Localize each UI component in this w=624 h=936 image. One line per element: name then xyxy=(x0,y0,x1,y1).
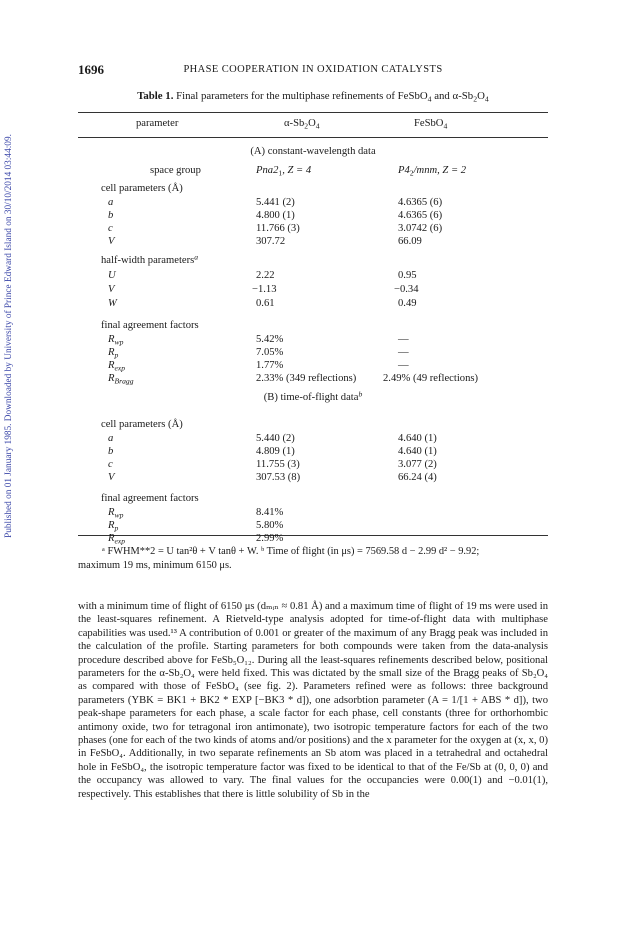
table-row xyxy=(78,458,548,472)
sg-fe-rest: /mnm, Z = 2 xyxy=(413,165,467,176)
fe-value: 2.49% (49 reflections) xyxy=(383,373,479,384)
footnote-mark: a xyxy=(194,252,199,262)
row-symbol: U xyxy=(108,270,116,281)
col2-o: O xyxy=(308,118,316,129)
footnote-line-1: ᵃ FWHM**2 = U tan²θ + V tanθ + W. ᵇ Time of flight (in μs) = 7569.58 d − 2.99 d² − 9.92; xyxy=(102,546,480,557)
sg-alpha-sub: 1 xyxy=(278,168,283,178)
table-row xyxy=(78,532,548,546)
sg-alpha-z: , Z = 4 xyxy=(282,165,312,176)
row-symbol: c xyxy=(108,459,113,470)
body-text xyxy=(78,600,548,801)
alpha-value: 5.80% xyxy=(256,520,284,531)
row-symbol: W xyxy=(108,298,117,309)
col3-sub: 4 xyxy=(443,121,448,131)
caption-text: Final parameters for the multiphase refinements of FeSbO xyxy=(176,90,428,102)
row-symbol: a xyxy=(108,433,114,444)
caption-o: O xyxy=(477,90,485,102)
running-title: PHASE COOPERATION IN OXIDATION CATALYSTS xyxy=(183,64,443,75)
space-group-fe xyxy=(398,164,466,178)
footnote-mark: b xyxy=(358,389,363,399)
row-symbol: a xyxy=(108,197,114,208)
sg-fe-text: P4 xyxy=(398,165,410,176)
r-symbol: R xyxy=(108,373,115,384)
page-number: 1696 xyxy=(78,62,104,77)
fe-value: — xyxy=(398,347,409,358)
table-top-rule xyxy=(78,112,548,113)
cell-a-label: cell parameters (Å) xyxy=(101,183,183,194)
alpha-value: 11.755 (3) xyxy=(256,459,300,470)
row-symbol: V xyxy=(108,236,115,247)
row-symbol: V xyxy=(108,472,115,483)
alpha-value: 2.99% xyxy=(256,533,284,544)
table-label: Table 1. xyxy=(137,90,174,102)
agreement-b-label: final agreement factors xyxy=(101,493,199,504)
alpha-value: 0.61 xyxy=(256,298,275,309)
r-symbol: R xyxy=(108,347,115,358)
r-sub: exp xyxy=(114,536,126,546)
fe-value: 66.24 (4) xyxy=(398,472,437,483)
row-symbol xyxy=(108,519,118,533)
fe-value: 4.6365 (6) xyxy=(398,210,443,221)
section-a-heading xyxy=(78,145,548,159)
caption-and: and α-Sb xyxy=(431,90,474,102)
table-row xyxy=(78,519,548,533)
caption-sub: 4 xyxy=(484,94,489,104)
alpha-value: 4.800 (1) xyxy=(256,210,295,221)
table-row xyxy=(78,269,548,283)
table-header-row xyxy=(78,117,548,131)
table-row xyxy=(78,333,548,347)
table-row xyxy=(78,432,548,446)
fe-value: 4.6365 (6) xyxy=(398,197,443,208)
alpha-value: 7.05% xyxy=(256,347,284,358)
alpha-value: 1.77% xyxy=(256,360,284,371)
alpha-value: 11.766 (3) xyxy=(256,223,300,234)
table-caption xyxy=(78,90,548,102)
halfwidth-label xyxy=(101,254,198,268)
body-paragraph: with a minimum time of flight of 6150 μs (dₘᵢₙ ≈ 0.81 Å) and a maximum time of flight of 19 ms were used in the least-squares refinement. A Rietveld-type analysis adopted for time-of-flight data with multiphase capabilities was used.¹³ A contribution of 0.001 or greater of the maximum of any Bragg peak was included in the calculation of the profile. Starting parameters for both compounds were taken from the data-analysis procedure described above for FeSb₅O₁₂. During all the least-squares refinements described below, positional parameters for the α-Sb₂O₄ were held fixed. This was dictated by the small size of the Bragg peaks of Sb₂O₄ as compared with those of FeSbO₄ (see fig. 2). Parameters refined were as follows: three background parameters (YBK = BK1 + BK2 * EXP [−BK3 * d]), one adsorbtion parameter (A = 1/[1 + ABS * d]), two peak-shape parameters for each phase, a scale factor for each phase, cell constants (three for orthorhombic antimony oxide, two for tetragonal iron antimonate), two isotropic temperature factors for each of the two phases (one for each of the two kinds of atoms and/or positions) and the x parameter for the oxygen at (x, x, 0) in FeSbO₄. Additionally, in two separate refinements an Sb atom was placed in a tetrahedral and octahedral hole in FeSbO₄, the isotropic temperature factor was fixed to be identical to that of the Fe/Sb at (0, 0, 0) and the occupancy was allowed to vary. The final values for the occupancies were 0.00(1) and −0.01(1), respectively. This establishes that there is little solubility of Sb in the xyxy=(78,601,548,800)
r-sub: p xyxy=(114,350,119,360)
alpha-value: 5.441 (2) xyxy=(256,197,295,208)
sg-fe-sub: 2 xyxy=(409,168,414,178)
cell-a-heading xyxy=(78,182,548,196)
alpha-value: 5.440 (2) xyxy=(256,433,295,444)
alpha-value: 2.33% (349 reflections) xyxy=(256,373,357,384)
footnote-line-2: maximum 19 ms, minimum 6150 μs. xyxy=(78,560,232,571)
table-row xyxy=(78,359,548,373)
cell-b-heading xyxy=(78,418,548,432)
section-b-heading xyxy=(78,391,548,405)
row-symbol: b xyxy=(108,446,114,457)
r-sub: Bragg xyxy=(114,376,134,386)
alpha-value: 4.809 (1) xyxy=(256,446,295,457)
table-footnote xyxy=(78,545,548,573)
space-group-label: space group xyxy=(150,165,201,176)
space-group-row xyxy=(78,164,548,178)
col3-text: FeSbO xyxy=(414,118,444,129)
section-b-label: (B) time-of-flight data xyxy=(263,392,359,403)
r-symbol: R xyxy=(108,520,115,531)
alpha-value: 8.41% xyxy=(256,507,284,518)
table-row xyxy=(78,235,548,249)
row-symbol xyxy=(108,506,123,520)
alpha-value: 5.42% xyxy=(256,334,284,345)
alpha-value: 2.22 xyxy=(256,270,275,281)
r-sub: p xyxy=(114,523,119,533)
halfwidth-heading xyxy=(78,254,548,268)
page-header xyxy=(78,62,548,78)
table-row xyxy=(78,209,548,223)
r-symbol: R xyxy=(108,360,115,371)
alpha-value: −1.13 xyxy=(252,284,277,295)
r-symbol: R xyxy=(108,334,115,345)
col2-text: α-Sb xyxy=(284,118,305,129)
table-row xyxy=(78,196,548,210)
alpha-value: 307.53 (8) xyxy=(256,472,301,483)
fe-value: 3.077 (2) xyxy=(398,459,437,470)
col-header-parameter: parameter xyxy=(136,118,179,129)
r-sub: wp xyxy=(114,337,124,347)
table-row xyxy=(78,297,548,311)
halfwidth-text: half-width parameters xyxy=(101,255,195,266)
fe-value: — xyxy=(398,334,409,345)
download-watermark-text: Published on 01 January 1985. Downloaded by University of Prince Edward Island on 30/10/2014 03:44:09. xyxy=(4,134,14,538)
table-row xyxy=(78,283,548,297)
col-header-fesbo4 xyxy=(414,117,447,131)
fe-value: 0.95 xyxy=(398,270,417,281)
row-symbol xyxy=(108,346,118,360)
row-symbol xyxy=(108,333,123,347)
fe-value: 4.640 (1) xyxy=(398,433,437,444)
cell-b-label: cell parameters (Å) xyxy=(101,419,183,430)
r-sub: exp xyxy=(114,363,126,373)
space-group-alpha xyxy=(256,164,311,178)
col-header-alpha-sb2o4 xyxy=(284,117,320,131)
table-row xyxy=(78,222,548,236)
row-symbol xyxy=(108,372,134,386)
fe-value: −0.34 xyxy=(394,284,419,295)
caption-sub: 4 xyxy=(427,94,432,104)
table-row xyxy=(78,445,548,459)
table-row xyxy=(78,346,548,360)
fe-value: 4.640 (1) xyxy=(398,446,437,457)
col2-sub: 2 xyxy=(304,121,309,131)
fe-value: — xyxy=(398,360,409,371)
table-row xyxy=(78,372,548,386)
fe-value: 3.0742 (6) xyxy=(398,223,443,234)
section-a-text: (A) constant-wavelength data xyxy=(250,146,376,157)
table-row xyxy=(78,471,548,485)
r-sub: wp xyxy=(114,510,124,520)
fe-value: 66.09 xyxy=(398,236,422,247)
row-symbol xyxy=(108,532,125,546)
alpha-value: 307.72 xyxy=(256,236,286,247)
table-header-rule xyxy=(78,137,548,138)
agreement-a-heading xyxy=(78,319,548,333)
download-watermark xyxy=(2,66,16,606)
r-symbol: R xyxy=(108,533,115,544)
section-b-text xyxy=(78,391,548,405)
sg-alpha-text: Pna2 xyxy=(256,165,279,176)
agreement-b-heading xyxy=(78,492,548,506)
col2-sub: 4 xyxy=(315,121,320,131)
caption-sub: 2 xyxy=(473,94,478,104)
row-symbol xyxy=(108,359,125,373)
row-symbol: V xyxy=(108,284,115,295)
r-symbol: R xyxy=(108,507,115,518)
row-symbol: b xyxy=(108,210,114,221)
table-row xyxy=(78,506,548,520)
fe-value: 0.49 xyxy=(398,298,417,309)
row-symbol: c xyxy=(108,223,113,234)
agreement-a-label: final agreement factors xyxy=(101,320,199,331)
